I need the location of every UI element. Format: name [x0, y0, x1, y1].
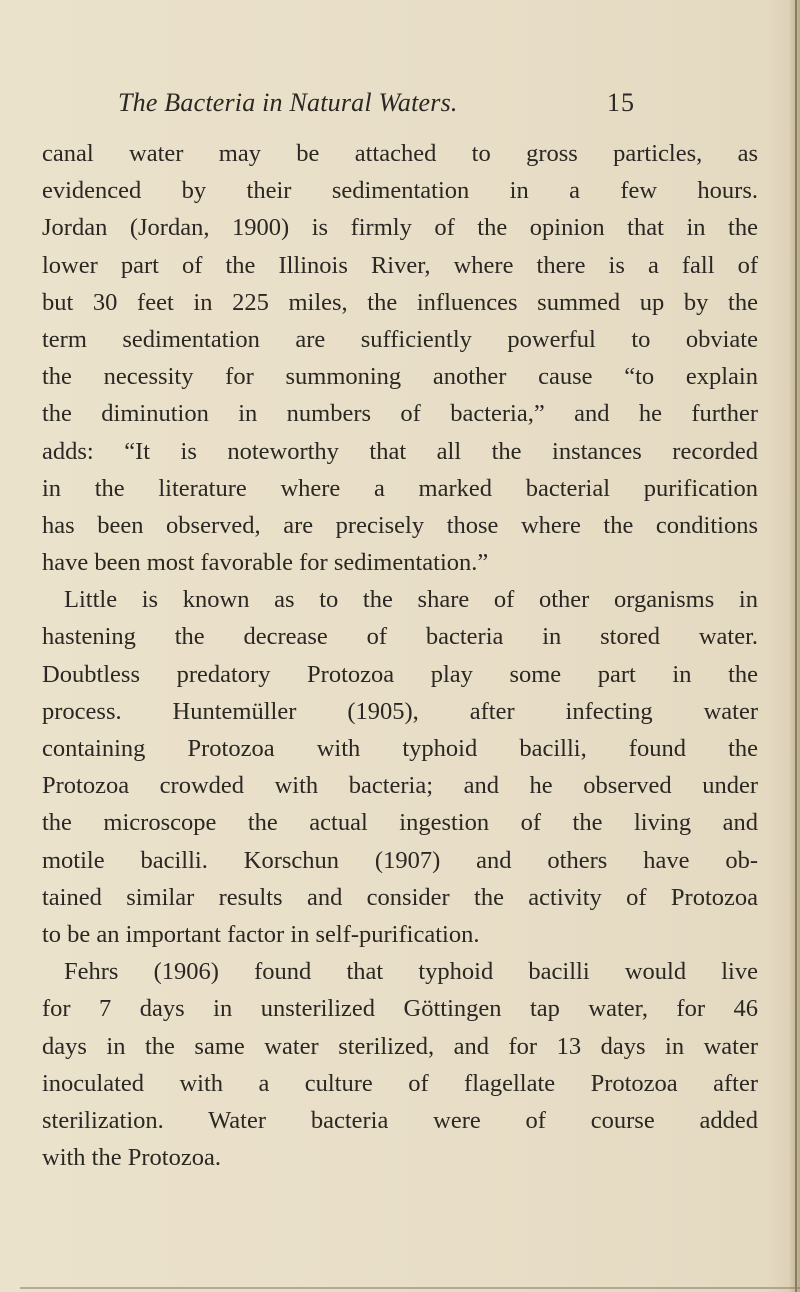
- text-line: hastening the decrease of bacteria in stored water.: [42, 623, 758, 651]
- text-line: canal water may be attached to gross particles, as: [42, 140, 758, 167]
- text-line: inoculated with a culture of flagellate Protozoa after: [42, 1069, 758, 1097]
- paragraph: [42, 135, 758, 581]
- text-line: for 7 days in unsterilized Göttingen tap water, for 46: [42, 995, 758, 1023]
- paragraph: [42, 581, 758, 953]
- paragraph: [42, 953, 758, 1176]
- text-line: the necessity for summoning another cause “to explain: [42, 363, 758, 391]
- text-line: Doubtless predatory Protozoa play some part in the: [42, 660, 758, 688]
- text-line: days in the same water sterilized, and for 13 days in water: [42, 1032, 758, 1060]
- text-line: lower part of the Illinois River, where there is a fall of: [42, 251, 758, 279]
- text-line: process. Huntemüller (1905), after infecting water: [42, 697, 758, 725]
- text-line: containing Protozoa with typhoid bacilli, found the: [42, 735, 758, 762]
- text-line: the microscope the actual ingestion of the living and: [42, 809, 758, 837]
- text-line: with the Protozoa.: [42, 1144, 221, 1172]
- page-bottom-edge: [20, 1287, 800, 1289]
- running-header: [0, 88, 800, 128]
- text-line: have been most favorable for sedimentation.”: [42, 549, 489, 577]
- text-line: term sedimentation are sufficiently powerful to obviate: [42, 325, 758, 353]
- text-line: tained similar results and consider the activity of Protozoa: [42, 883, 758, 911]
- text-line: has been observed, are precisely those where the conditions: [42, 511, 758, 539]
- page-number: 15: [607, 88, 635, 117]
- text-line: Fehrs (1906) found that typhoid bacilli would live: [64, 958, 758, 986]
- text-line: motile bacilli. Korschun (1907) and others have ob-: [42, 846, 758, 874]
- text-line: sterilization. Water bacteria were of course added: [42, 1106, 758, 1134]
- text-line: adds: “It is noteworthy that all the instances recorded: [42, 437, 758, 465]
- text-line: Jordan (Jordan, 1900) is firmly of the opinion that in the: [42, 214, 758, 242]
- running-title: The Bacteria in Natural Waters.: [118, 88, 458, 117]
- text-line: but 30 feet in 225 miles, the influences summed up by the: [42, 288, 758, 316]
- text-line: to be an important factor in self-purification.: [42, 920, 480, 948]
- text-line: Protozoa crowded with bacteria; and he observed under: [42, 772, 758, 800]
- text-line: Little is known as to the share of other organisms in: [64, 586, 758, 614]
- body-text: [42, 135, 758, 1176]
- text-line: evidenced by their sedimentation in a few hours.: [42, 177, 758, 205]
- page-edge-line: [795, 0, 797, 1292]
- text-line: in the literature where a marked bacterial purification: [42, 474, 758, 502]
- text-line: the diminution in numbers of bacteria,” and he further: [42, 400, 758, 428]
